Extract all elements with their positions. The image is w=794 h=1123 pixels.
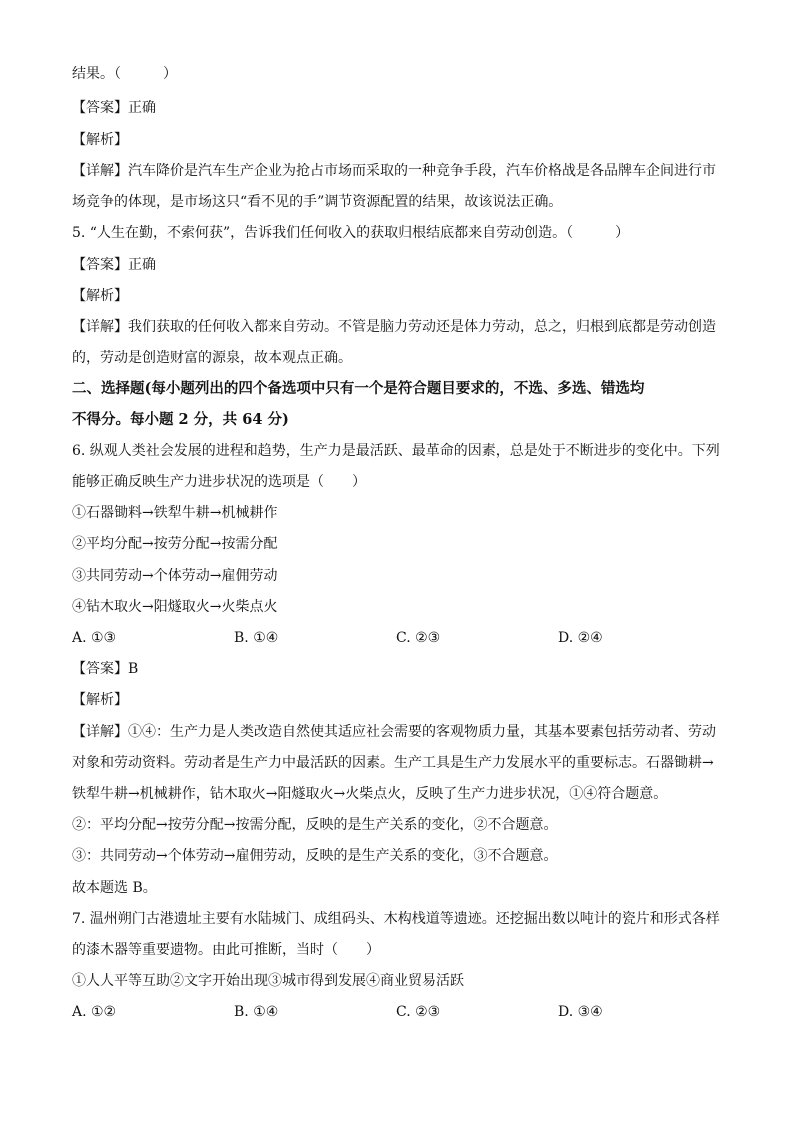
q5-answer: 【答案】正确 <box>72 257 156 273</box>
q7-option-b: B. ①④ <box>234 1004 279 1020</box>
q5-stem: 5. “人生在勤，不索何获”，告诉我们任何收入的获取归根结底都来自劳动创造。（ ） <box>72 225 630 241</box>
q6-stem-line: 能够正确反映生产力进步状况的选项是（ ） <box>72 474 366 490</box>
q5-detail-line: 【详解】我们获取的任何收入都来自劳动。不管是脑力劳动还是体力劳动，总之，归根到底都是劳动创造 <box>72 319 716 335</box>
q4-tail: 结果。（ ） <box>72 66 177 82</box>
q4-answer: 【答案】正确 <box>72 100 156 116</box>
q7-stem-line: 7. 温州朔门古港遗址主要有水陆城门、成组码头、木构栈道等遗迹。还挖掘出数以吨计的瓷片和形式各样 <box>72 911 720 927</box>
q6-option-b: B. ①④ <box>234 630 279 646</box>
q6-options <box>72 628 732 648</box>
q6-item: ①石器锄料→铁犁牛耕→机械耕作 <box>72 505 278 521</box>
q6-analysis-label: 【解析】 <box>72 692 128 708</box>
q7-items: ①人人平等互助②文字开始出现③城市得到发展④商业贸易活跃 <box>72 973 464 989</box>
q7-option-a: A. ①② <box>72 1004 117 1020</box>
q6-detail-line: 对象和劳动资料。劳动者是生产力中最活跃的因素。生产工具是生产力发展水平的重要标志。石器锄耕→ <box>72 755 714 771</box>
section-heading: 二、选择题(每小题列出的四个备选项中只有一个是符合题目要求的，不选、多选、错选均 <box>72 380 645 397</box>
q6-detail-line: ③：共同劳动→个体劳动→雇佣劳动，反映的是生产关系的变化，③不合题意。 <box>72 848 558 864</box>
q6-option-d: D. ②④ <box>558 630 603 646</box>
q6-item: ③共同劳动→个体劳动→雇佣劳动 <box>72 568 278 584</box>
q7-stem-line: 的漆木器等重要遗物。由此可推断，当时（ ） <box>72 942 380 958</box>
q4-analysis-label: 【解析】 <box>72 132 128 148</box>
q6-option-a: A. ①③ <box>72 630 117 646</box>
q6-detail-line: ②：平均分配→按劳分配→按需分配，反映的是生产关系的变化，②不合题意。 <box>72 817 558 833</box>
q6-detail-line: 铁犁牛耕→机械耕作，钻木取火→阳燧取火→火柴点火，反映了生产力进步状况，①④符合题意。 <box>72 786 668 802</box>
q4-detail-line: 场竞争的体现，是市场这只“看不见的手”调节资源配置的结果，故该说法正确。 <box>72 194 563 210</box>
section-heading: 不得分。每小题 2 分，共 64 分) <box>72 411 289 428</box>
q6-stem-line: 6. 纵观人类社会发展的进程和趋势，生产力是最活跃、最革命的因素，总是处于不断进步的变化中。下列 <box>72 443 720 459</box>
q6-answer: 【答案】B <box>72 661 139 677</box>
q5-analysis-label: 【解析】 <box>72 288 128 304</box>
q6-option-c: C. ②③ <box>396 630 441 646</box>
q4-detail-line: 【详解】汽车降价是汽车生产企业为抢占市场而采取的一种竞争手段，汽车价格战是各品牌车企间进行市 <box>72 163 716 179</box>
q5-detail-line: 的，劳动是创造财富的源泉，故本观点正确。 <box>72 350 352 366</box>
q6-detail-line: 【详解】①④：生产力是人类改造自然使其适应社会需要的客观物质力量，其基本要素包括劳动者、劳动 <box>72 724 716 740</box>
q7-option-c: C. ②③ <box>396 1004 441 1020</box>
q6-item: ④钻木取火→阳燧取火→火柴点火 <box>72 599 278 615</box>
q6-item: ②平均分配→按劳分配→按需分配 <box>72 536 278 552</box>
q7-options <box>72 1002 732 1022</box>
q7-option-d: D. ③④ <box>558 1004 603 1020</box>
q6-conclusion: 故本题选 B。 <box>72 880 157 896</box>
